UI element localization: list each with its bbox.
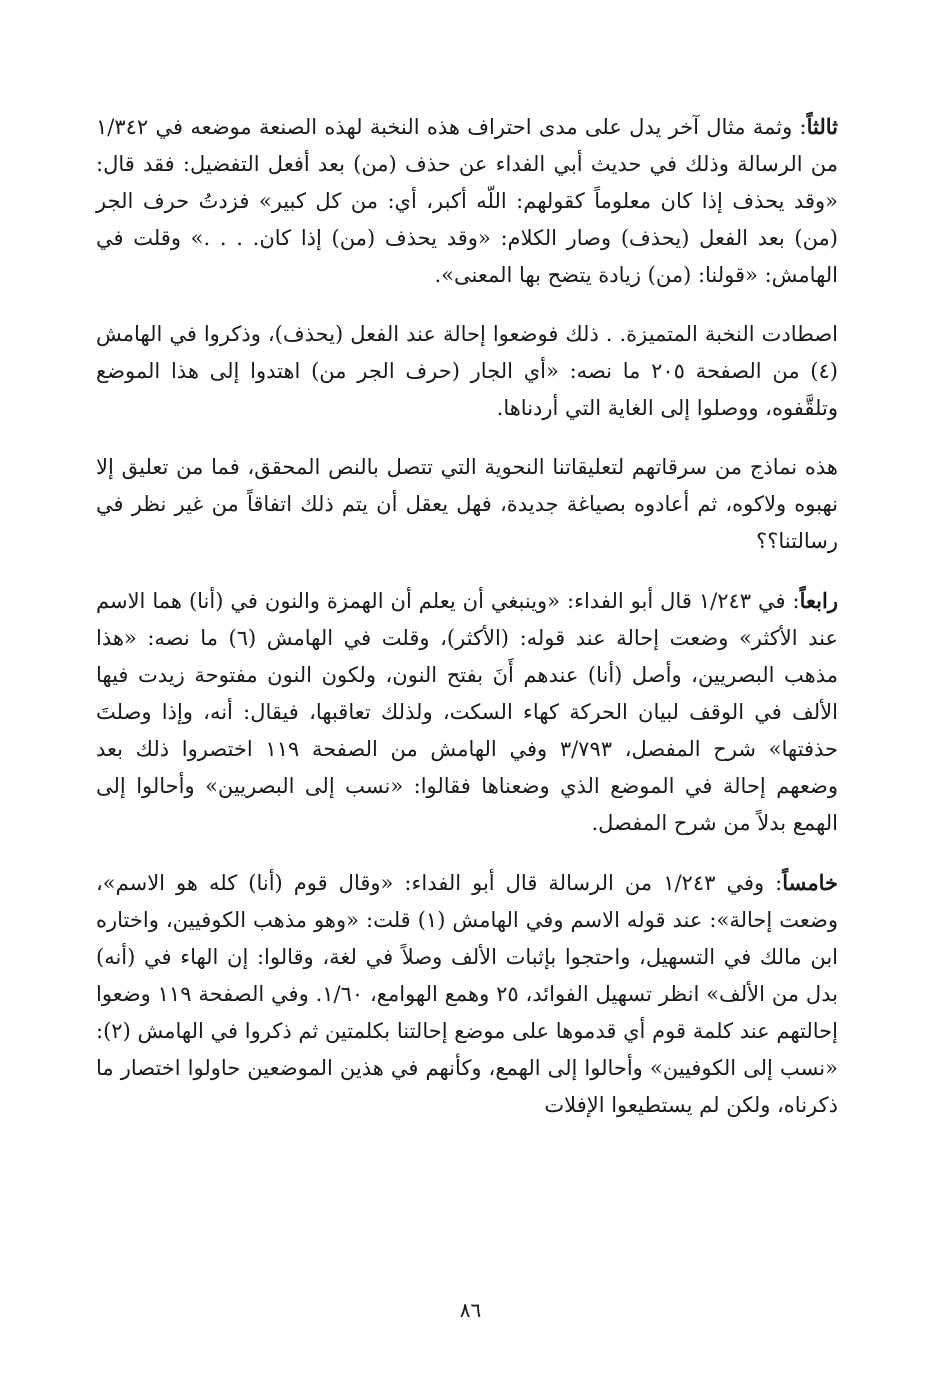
paragraph-5 xyxy=(96,864,838,1124)
paragraph-lead: خامساً xyxy=(782,870,839,895)
paragraph-4 xyxy=(96,582,838,842)
paragraph-1 xyxy=(96,108,838,294)
paragraph-text: : في ١/٢٤٣ قال أبو الفداء: «وينبغي أن يعلم أن الهمزة والنون في (أنا) هما الاسم عند الأكثر» وضعت إحالة عند قوله: (الأكثر)، وقلت في الهامش (٦) ما نصه: «هذا مذهب البصريين، وأصل (أنا) عندهم أَنَ بفتح النون، ولكون النون مفتوحة زيدت فيها الألف في الوقف لبيان الحركة كهاء السكت، ولذلك تعاقبها، فيقال: أنه، وإذا وصلتَ حذفتها» شرح المفصل، ٣/٧٩٣ وفي الهامش من الصفحة ١١٩ اختصروا ذلك بعد وضعهم إحالة في الموضع الذي وضعناها فقالوا: «نسب إلى البصريين» وأحالوا إلى الهمع بدلاً من شرح المفصل. xyxy=(96,589,838,835)
paragraph-3 xyxy=(96,449,838,560)
paragraph-text: اصطادت النخبة المتميزة. . ذلك فوضعوا إحالة عند الفعل (يحذف)، وذكروا في الهامش (٤) من الصفحة ٢٠٥ ما نصه: «أي الجار (حرف الجر من) اهتدوا إلى هذا الموضع وتلقَّفوه، ووصلوا إلى الغاية التي أردناها. xyxy=(96,322,838,420)
paragraph-text: : وثمة مثال آخر يدل على مدى احتراف هذه النخبة لهذه الصنعة موضعه في ١/٣٤٢ من الرسالة وذلك في حديث أبي الفداء عن حذف (من) بعد أفعل التفضيل: فقد قال: «وقد يحذف إذا كان معلوماً كقولهم: اللّه أكبر، أي: من كل كبير» فزدتُ حرف الجر (من) بعد الفعل (يحذف) وصار الكلام: «وقد يحذف (من) إذا كان. . . .» وقلت في الهامش: «قولنا: (من) زيادة يتضح بها المعنى». xyxy=(96,115,838,287)
paragraph-lead: رابعاً xyxy=(799,588,838,613)
document-body xyxy=(96,108,838,1146)
paragraph-lead: ثالثاً xyxy=(806,114,838,139)
paragraph-text: هذه نماذج من سرقاتهم لتعليقاتنا النحوية التي تتصل بالنص المحقق، فما من تعليق إلا نهبوه ولاكوه، ثم أعادوه بصياغة جديدة، فهل يعقل أن يتم ذلك اتفاقاً من غير نظر في رسالتنا؟؟ xyxy=(96,455,838,553)
page-number: ٨٦ xyxy=(459,1298,482,1322)
paragraph-text: : وفي ١/٢٤٣ من الرسالة قال أبو الفداء: «وقال قوم (أنا) كله هو الاسم»، وضعت إحالة»: عند قوله الاسم وفي الهامش (١) قلت: «وهو مذهب الكوفيين، واختاره ابن مالك في التسهيل، واحتجوا بإثبات الألف وصلاً في لغة، وقالوا: إن الهاء في (أنه) بدل من الألف» انظر تسهيل الفوائد، ٢٥ وهمع الهوامع، ١/٦٠. وفي الصفحة ١١٩ وضعوا إحالتهم عند كلمة قوم أي قدموها على موضع إحالتنا بكلمتين ثم ذكروا في الهامش (٢): «نسب إلى الكوفيين» وأحالوا إلى الهمع، وكأنهم في هذين الموضعين حاولوا اختصار ما ذكرناه، ولكن لم يستطيعوا الإفلات xyxy=(96,871,839,1117)
paragraph-2 xyxy=(96,316,838,427)
